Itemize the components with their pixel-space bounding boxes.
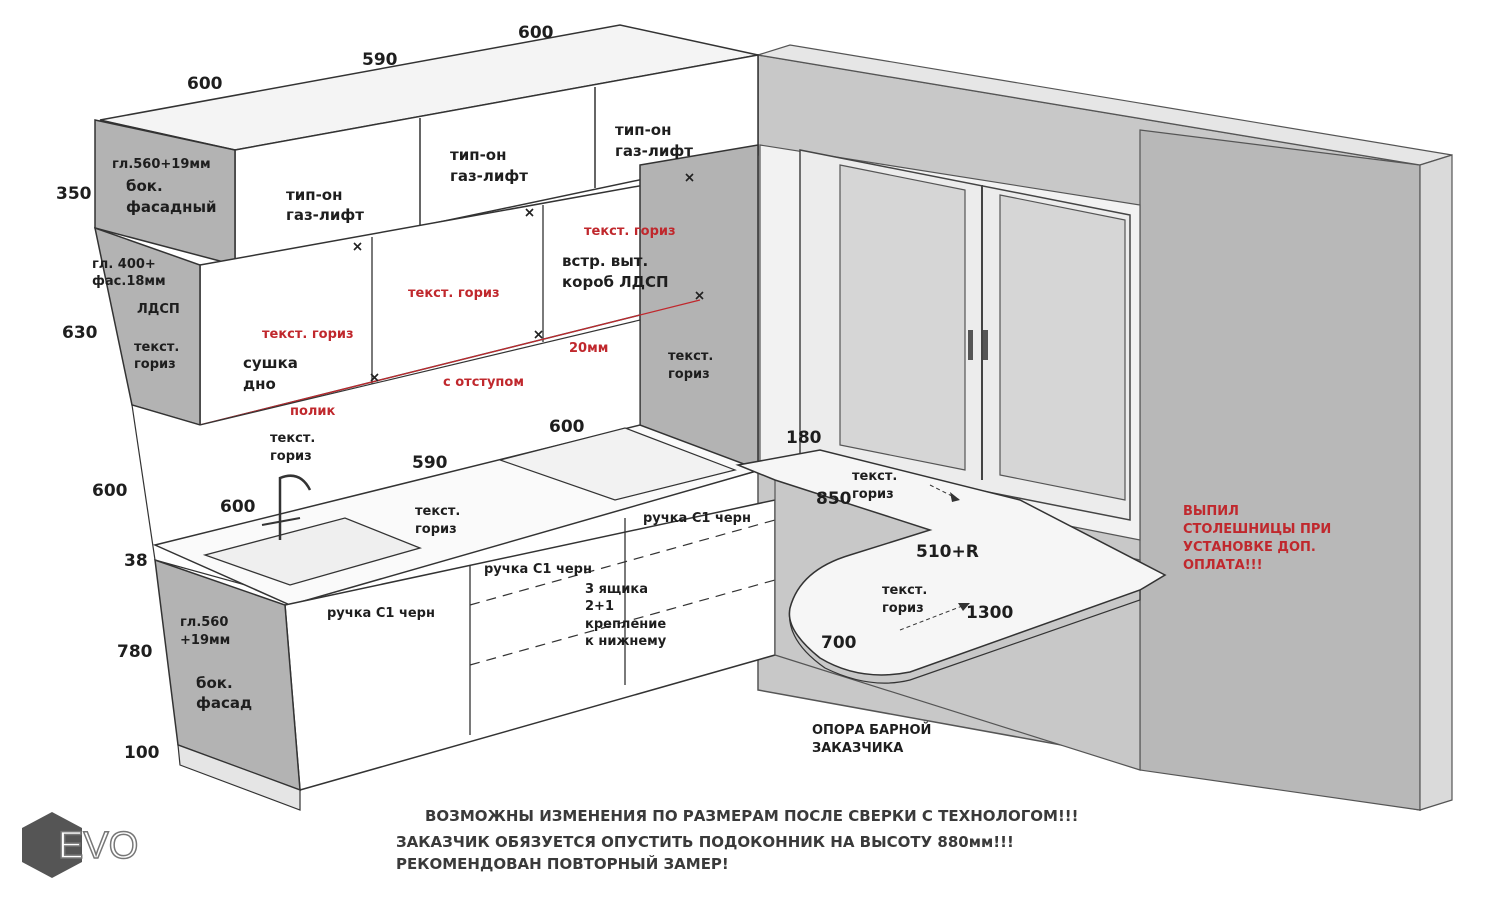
dim-top-590: 590 <box>362 50 398 70</box>
right-panel-tex-a: текст. <box>668 349 714 364</box>
side-low-depth-a: гл.560 <box>180 615 229 630</box>
dim-top-600-right: 600 <box>518 23 554 43</box>
right-panel-tex-b: гориз <box>668 367 710 382</box>
side-mid-tex-b: гориз <box>134 357 176 372</box>
drawers-label-b: 2+1 <box>585 599 614 614</box>
right-tall-panel <box>640 145 758 470</box>
footer-line-2: ЗАКАЗЧИК ОБЯЗУЕТСЯ ОПУСТИТЬ ПОДОКОННИК НА ВЫСОТУ 880мм!!! <box>396 833 1014 851</box>
warning-a: ВЫПИЛ <box>1183 504 1239 519</box>
side-mid-depth-a: гл. 400+ <box>92 257 156 272</box>
dim-height-780: 780 <box>117 642 153 662</box>
counter-tex-a: текст. <box>415 504 461 519</box>
cab3-label-a: тип-он <box>615 121 672 139</box>
side-mid-material: ЛДСП <box>137 302 180 317</box>
wall-side-edge <box>1420 155 1452 810</box>
drawers-label-c: крепление <box>585 617 667 632</box>
hood-label-b: короб ЛДСП <box>562 273 669 291</box>
cab3-label-b: газ-лифт <box>615 142 693 160</box>
drawers-label-a: 3 ящика <box>585 582 648 597</box>
window-handle-right <box>983 330 988 360</box>
dim-bar-1300: 1300 <box>966 603 1014 623</box>
side-mid-tex-a: текст. <box>134 340 180 355</box>
drawers-label-d: к нижнему <box>585 634 667 649</box>
footer-line-1: ВОЗМОЖНЫ ИЗМЕНЕНИЯ ПО РАЗМЕРАМ ПОСЛЕ СВЕРКИ С ТЕХНОЛОГОМ!!! <box>425 807 1079 825</box>
dim-top-600-left: 600 <box>187 74 223 94</box>
bar-tex1-b: гориз <box>852 487 894 502</box>
dim-height-38: 38 <box>124 551 148 571</box>
bar-tex1-a: текст. <box>852 469 898 484</box>
bar-tex2-b: гориз <box>882 601 924 616</box>
dryer-label-b: дно <box>243 375 276 393</box>
counter-tex-b: гориз <box>415 522 457 537</box>
side-top-label-b: фасадный <box>126 198 217 216</box>
dim-counter-600-back: 600 <box>549 417 585 437</box>
dryer-label-a: сушка <box>243 354 298 372</box>
warning-d: ОПЛАТА!!! <box>1183 558 1263 573</box>
window-handle-left <box>968 330 973 360</box>
dim-bar-510r: 510+R <box>916 542 979 562</box>
dim-bar-700: 700 <box>821 633 857 653</box>
polik-label: полик <box>290 404 336 419</box>
dim-height-350: 350 <box>56 184 92 204</box>
dim-bar-180: 180 <box>786 428 822 448</box>
otstup-label: с отступом <box>443 375 524 390</box>
side-low-depth-b: +19мм <box>180 633 231 648</box>
handle-label-1: ручка С1 черн <box>643 511 751 526</box>
cab2-label-a: тип-он <box>450 146 507 164</box>
hood-label-a: встр. выт. <box>562 252 649 270</box>
side-top-depth: гл.560+19мм <box>112 157 211 172</box>
bar-tex2-a: текст. <box>882 583 928 598</box>
side-low-label-b: фасад <box>196 694 253 712</box>
side-low-label-a: бок. <box>196 674 233 692</box>
logo-text: EVO <box>58 825 139 867</box>
dim-height-100: 100 <box>124 743 160 763</box>
dim-counter-590: 590 <box>412 453 448 473</box>
cab2-label-b: газ-лифт <box>450 167 528 185</box>
warning-b: СТОЛЕШНИЦЫ ПРИ <box>1183 522 1332 537</box>
backsplash-tex-a: текст. <box>270 431 316 446</box>
backsplash-tex-b: гориз <box>270 449 312 464</box>
side-mid-depth-b: фас.18мм <box>92 274 166 289</box>
wall-pillar <box>1140 130 1420 810</box>
cab1-label-a: тип-он <box>286 186 343 204</box>
handle-label-3: ручка С1 черн <box>327 606 435 621</box>
low-tex-2: текст. гориз <box>408 286 500 301</box>
mm20-label: 20мм <box>569 341 609 356</box>
bar-support-a: ОПОРА БАРНОЙ <box>812 723 932 738</box>
low-tex-1: текст. гориз <box>262 327 354 342</box>
footer-line-3: РЕКОМЕНДОВАН ПОВТОРНЫЙ ЗАМЕР! <box>396 855 729 873</box>
dim-height-630: 630 <box>62 323 98 343</box>
dim-counter-600-front: 600 <box>220 497 256 517</box>
window-glass-left <box>840 165 965 470</box>
bar-support-b: ЗАКАЗЧИКА <box>812 741 904 756</box>
dim-bar-850: 850 <box>816 489 852 509</box>
dim-height-600: 600 <box>92 481 128 501</box>
cab1-label-b: газ-лифт <box>286 206 364 224</box>
side-top-label-a: бок. <box>126 177 163 195</box>
warning-c: УСТАНОВКЕ ДОП. <box>1183 540 1316 555</box>
handle-label-2: ручка С1 черн <box>484 562 592 577</box>
low-tex-3: текст. гориз <box>584 224 676 239</box>
window-glass-right <box>1000 195 1125 500</box>
